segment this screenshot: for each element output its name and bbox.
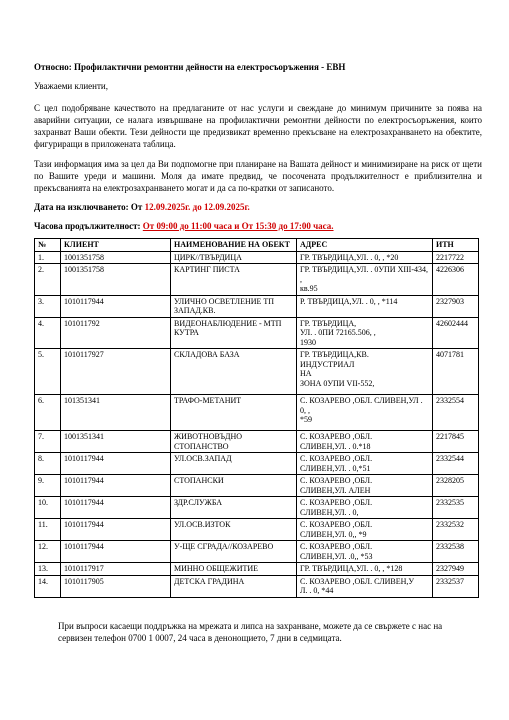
cell-client: 1010117944 [61, 541, 171, 563]
table-row [35, 395, 479, 431]
cell-address: ГР. ТВЪРДИЦА, УЛ. . 0ПИ 72165.506, , 1930 [297, 317, 433, 349]
header-number: № [35, 239, 61, 252]
cell-itn: 4226306 [433, 264, 479, 296]
cell-client: 1010117944 [61, 295, 171, 317]
header-itn: ИТН [433, 239, 479, 252]
table-body [35, 251, 479, 597]
cell-object: У-ЩЕ СГРАДА//КОЗАРЕВО [171, 541, 297, 563]
cell-address: С. КОЗАРЕВО ,ОБЛ. СЛИВЕН,УЛ. 0,, *9 [297, 519, 433, 541]
table-row [35, 563, 479, 576]
table-row [35, 475, 479, 497]
cell-itn: 2332532 [433, 519, 479, 541]
cell-number: 5. [35, 349, 61, 395]
cell-object: УЛИЧНО ОСВЕТЛЕНИЕ ТП ЗАПАД.КВ. [171, 295, 297, 317]
cell-object: СТОПАНСКИ [171, 475, 297, 497]
cell-object: ДЕТСКА ГРАДИНА [171, 575, 297, 597]
outage-hours-label: Часова продължителност: [34, 221, 143, 231]
cell-number: 13. [35, 563, 61, 576]
cell-object: ЗДР.СЛУЖБА [171, 497, 297, 519]
cell-number: 6. [35, 395, 61, 431]
intro-paragraph: С цел подобряване качеството на предлаганите от нас услуги и свеждане до минимум причините за поява на аварийни ситуации, се налага извършване на профилактични ремонтни дейности по електросъоръжения, които захранват Ваши обекти. Тези дейности ще предизвикат временно прекъсване на електрозахранването на обектите, фигуриращи в приложената таблица. [34, 103, 482, 149]
cell-object: МИННО ОБЩЕЖИТИЕ [171, 563, 297, 576]
cell-client: 1010117944 [61, 453, 171, 475]
cell-address: С. КОЗАРЕВО ,ОБЛ. СЛИВЕН,УЛ. .0,, *53 [297, 541, 433, 563]
table-row [35, 519, 479, 541]
cell-client: 1010117944 [61, 497, 171, 519]
cell-client: 1010117905 [61, 575, 171, 597]
cell-client: 101351341 [61, 395, 171, 431]
cell-itn: 2328205 [433, 475, 479, 497]
letter-body [34, 62, 482, 598]
cell-object: УЛ.ОСВ.ИЗТОК [171, 519, 297, 541]
greeting: Уважаеми клиенти, [34, 81, 108, 91]
cell-number: 10. [35, 497, 61, 519]
outage-hours-value: От 09:00 до 11:00 часа и От 15:30 до 17:00 часа. [142, 221, 334, 231]
cell-address: С. КОЗАРЕВО ,ОБЛ. СЛИВЕН,УЛ. . 0.*18 [297, 431, 433, 453]
cell-object: КАРТИНГ ПИСТА [171, 264, 297, 296]
table-row [35, 295, 479, 317]
cell-client: 1010117944 [61, 475, 171, 497]
table-row [35, 541, 479, 563]
cell-address: С. КОЗАРЕВО ,ОБЛ. СЛИВЕН,УЛ . 0, , *59 [297, 395, 433, 431]
cell-address: С. КОЗАРЕВО ,ОБЛ. СЛИВЕН,У Л. . 0, *44 [297, 575, 433, 597]
header-address: АДРЕС [297, 239, 433, 252]
cell-itn: 2332535 [433, 497, 479, 519]
info-paragraph: Тази информация има за цел да Ви подпомогне при планиране на Вашата дейност и минимизиране на риск от щети по Вашите уреди и машини. Моля да имате предвид, че посочената продължителност е приблизителна и прекъсванията на електрозахранването могат и да са по-кратки от записаното. [34, 159, 482, 193]
cell-address: С. КОЗАРЕВО ,ОБЛ. СЛИВЕН,УЛ. АЛЕН [297, 475, 433, 497]
cell-number: 9. [35, 475, 61, 497]
cell-itn: 42602444 [433, 317, 479, 349]
cell-number: 1. [35, 251, 61, 264]
cell-number: 11. [35, 519, 61, 541]
cell-itn: 2332537 [433, 575, 479, 597]
cell-address: Р. ТВЪРДИЦА,УЛ. . 0, , *114 [297, 295, 433, 317]
outage-dates-label: Дата на изключването: От [34, 202, 145, 212]
cell-itn: 2327903 [433, 295, 479, 317]
outage-dates [34, 202, 482, 212]
cell-object: СКЛАДОВА БАЗА [171, 349, 297, 395]
cell-object: ВИДЕОНАБЛЮДЕНИЕ - МТП КУТРА [171, 317, 297, 349]
outage-dates-value: 12.09.2025г. до 12.09.2025г. [144, 202, 250, 212]
outage-hours [34, 221, 482, 231]
cell-itn: 2217722 [433, 251, 479, 264]
cell-itn: 2332538 [433, 541, 479, 563]
cell-address: ГР. ТВЪРДИЦА,КВ. ИНДУСТРИАЛ НА ЗОНА 0УПИ VII-552, [297, 349, 433, 395]
subject-line: Относно: Профилактични ремонтни дейности на електросъоръжения - ЕВН [34, 62, 346, 72]
cell-object: ЦИРК//ТВЪРДИЦА [171, 251, 297, 264]
cell-number: 2. [35, 264, 61, 296]
table-row [35, 264, 479, 296]
table-row [35, 349, 479, 395]
cell-number: 3. [35, 295, 61, 317]
cell-number: 12. [35, 541, 61, 563]
cell-address: ГР. ТВЪРДИЦА,УЛ. . 0, , *128 [297, 563, 433, 576]
header-object: НАИМЕНОВАНИЕ НА ОБЕКТ [171, 239, 297, 252]
cell-object: УЛ.ОСВ.ЗАПАД [171, 453, 297, 475]
cell-client: 101011792 [61, 317, 171, 349]
cell-client: 1010117927 [61, 349, 171, 395]
cell-itn: 2327949 [433, 563, 479, 576]
cell-itn: 4071781 [433, 349, 479, 395]
table-row [35, 431, 479, 453]
cell-number: 8. [35, 453, 61, 475]
table-header-row [35, 239, 479, 252]
cell-client: 1010117944 [61, 519, 171, 541]
cell-address: ГР. ТВЪРДИЦА,УЛ. . 0, , *20 [297, 251, 433, 264]
cell-number: 14. [35, 575, 61, 597]
table-row [35, 497, 479, 519]
cell-number: 7. [35, 431, 61, 453]
cell-address: С. КОЗАРЕВО ,ОБЛ. СЛИВЕН,УЛ. . 0,*51 [297, 453, 433, 475]
cell-client: 1001351758 [61, 264, 171, 296]
cell-object: ТРАФО-МЕТАНИТ [171, 395, 297, 431]
cell-itn: 2332544 [433, 453, 479, 475]
contact-note: При въпроси касаещи поддръжка на мрежата и липса на захранване, можете да се свържете с нас на сервизен телефон 0700 1 0007, 24 часа в денонощието, 7 дни в седмицата. [58, 621, 443, 643]
header-client: КЛИЕНТ [61, 239, 171, 252]
cell-address: С. КОЗАРЕВО ,ОБЛ. СЛИВЕН,УЛ. . 0, [297, 497, 433, 519]
cell-itn: 2332554 [433, 395, 479, 431]
table-row [35, 575, 479, 597]
table-row [35, 317, 479, 349]
cell-number: 4. [35, 317, 61, 349]
affected-sites-table [34, 238, 479, 598]
cell-client: 1001351341 [61, 431, 171, 453]
table-row [35, 453, 479, 475]
cell-address: ГР. ТВЪРДИЦА,УЛ. . 0УПИ XIII-434, , кв.95 [297, 264, 433, 296]
cell-client: 1010117917 [61, 563, 171, 576]
cell-itn: 2217845 [433, 431, 479, 453]
cell-object: ЖИВОТНОВЪДНО СТОПАНСТВО [171, 431, 297, 453]
table-row [35, 251, 479, 264]
cell-client: 1001351758 [61, 251, 171, 264]
